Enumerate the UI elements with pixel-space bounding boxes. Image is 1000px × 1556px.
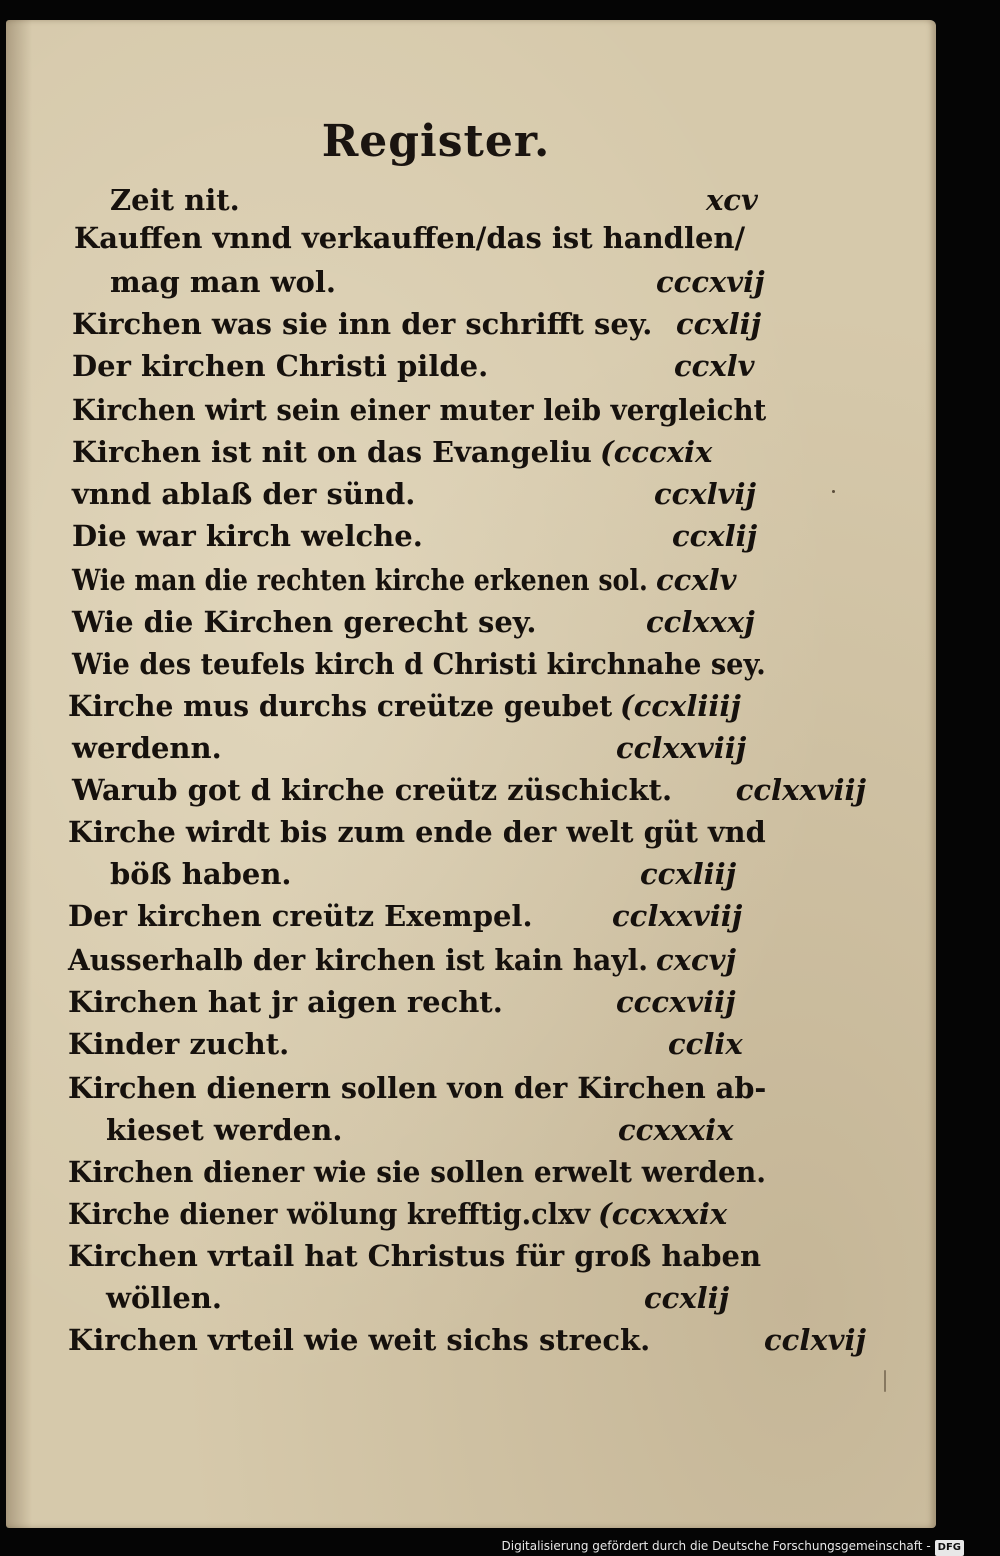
entry-page-number: (ccxliiij <box>620 689 741 723</box>
page-heading: Register. <box>321 116 551 167</box>
ink-speck <box>832 490 835 493</box>
register-entry <box>6 980 866 1024</box>
entry-page-number: (cccxix <box>600 435 713 469</box>
entry-page-number: cxcvj <box>656 943 736 977</box>
entry-text: Wie man die rechten kirche erkenen sol. <box>72 563 648 597</box>
register-entry <box>6 302 866 346</box>
entry-page-number: ccxlvij <box>654 477 756 511</box>
register-entry <box>6 1150 866 1194</box>
register-entry <box>6 344 866 388</box>
entry-page-number: (ccxxxix <box>598 1197 728 1231</box>
entry-page-number: cclxxviij <box>612 899 743 933</box>
book-page <box>6 20 936 1528</box>
entry-text: Kirchen vrteil wie weit sichs streck. <box>68 1323 651 1357</box>
entry-page-number: xcv <box>706 183 758 217</box>
entry-page-number: ccxlij <box>672 519 758 553</box>
entry-page-number: ccxlij <box>676 307 762 341</box>
entry-text: Der kirchen creütz Exempel. <box>68 899 533 933</box>
register-entry <box>6 388 866 432</box>
register-entry <box>6 1234 866 1278</box>
entry-text: Kirchen was sie inn der schrifft sey. <box>72 307 653 341</box>
entry-text: Kinder zucht. <box>68 1027 290 1061</box>
entry-text: Zeit nit. <box>110 183 240 217</box>
register-entry <box>6 1108 866 1152</box>
entry-page-number: cclxvij <box>764 1323 866 1357</box>
entry-text: vnnd ablaß der sünd. <box>72 477 416 511</box>
register-entry <box>6 726 866 770</box>
register-entry <box>6 558 866 602</box>
entry-text: wöllen. <box>106 1281 222 1315</box>
entry-text: Kirche mus durchs creütze geubet <box>68 689 613 723</box>
register-entry <box>6 430 866 474</box>
register-entry <box>6 514 866 558</box>
register-entry <box>6 1022 866 1066</box>
entry-page-number: ccxlij <box>644 1281 730 1315</box>
entry-text: werdenn. <box>72 731 222 765</box>
entry-page-number: cccxvij <box>656 265 765 299</box>
entry-text: Kirchen wirt sein einer muter leib vergleicht <box>72 393 767 427</box>
entry-text: Wie die Kirchen gerecht sey. <box>72 605 537 639</box>
footer-text: Digitalisierung gefördert durch die Deutsche Forschungsgemeinschaft - <box>501 1539 931 1553</box>
register-entry <box>6 852 866 896</box>
entry-page-number: cclxxxj <box>646 605 755 639</box>
entry-text: mag man wol. <box>110 265 336 299</box>
entry-text: böß haben. <box>110 857 292 891</box>
entry-text: Kirchen diener wie sie sollen erwelt werden. <box>68 1155 766 1189</box>
entry-text: Ausserhalb der kirchen ist kain hayl. <box>68 943 649 977</box>
entry-page-number: cclxxviij <box>616 731 747 765</box>
entry-text: Die war kirch welche. <box>72 519 423 553</box>
entry-text: Kirche wirdt bis zum ende der welt güt vnd <box>68 815 766 849</box>
entry-text: Kirchen hat jr aigen recht. <box>68 985 503 1019</box>
entry-text: Wie des teufels kirch d Christi kirchnahe sey. <box>72 647 766 681</box>
register-entry <box>6 472 866 516</box>
entry-page-number: ccxlv <box>656 563 737 597</box>
entry-text: kieset werden. <box>106 1113 343 1147</box>
entry-page-number: ccxlv <box>674 349 755 383</box>
register-entry <box>6 600 866 644</box>
digitization-footer <box>502 1538 965 1556</box>
entry-page-number: cclix <box>668 1027 743 1061</box>
register-entry <box>6 1192 866 1236</box>
entry-page-number: cccxviij <box>616 985 736 1019</box>
register-entry <box>6 684 866 728</box>
ink-speck <box>884 1370 886 1392</box>
entry-text: Kirchen ist nit on das Evangeliu <box>72 435 592 469</box>
register-entry <box>6 768 866 812</box>
register-entry <box>6 1318 866 1362</box>
register-entry <box>6 894 866 938</box>
entry-text: Kirche diener wölung krefftig.clxv <box>68 1197 591 1231</box>
entry-page-number: ccxliij <box>640 857 737 891</box>
register-entry <box>6 260 866 304</box>
entry-text: Kirchen vrtail hat Christus für groß haben <box>68 1239 762 1273</box>
register-entry <box>6 216 866 260</box>
register-entry <box>6 938 866 982</box>
register-entry <box>6 1276 866 1320</box>
entry-text: Der kirchen Christi pilde. <box>72 349 489 383</box>
entry-text: Kirchen dienern sollen von der Kirchen ab- <box>68 1071 767 1105</box>
entry-page-number: ccxxxix <box>618 1113 734 1147</box>
register-entry <box>6 642 866 686</box>
entry-text: Kauffen vnnd verkauffen/das ist handlen/ <box>74 221 746 255</box>
register-entry <box>6 1066 866 1110</box>
entry-text: Warub got d kirche creütz züschickt. <box>72 773 673 807</box>
entry-page-number: cclxxviij <box>735 773 866 807</box>
register-entry <box>6 810 866 854</box>
dfg-logo: DFG <box>935 1540 964 1556</box>
